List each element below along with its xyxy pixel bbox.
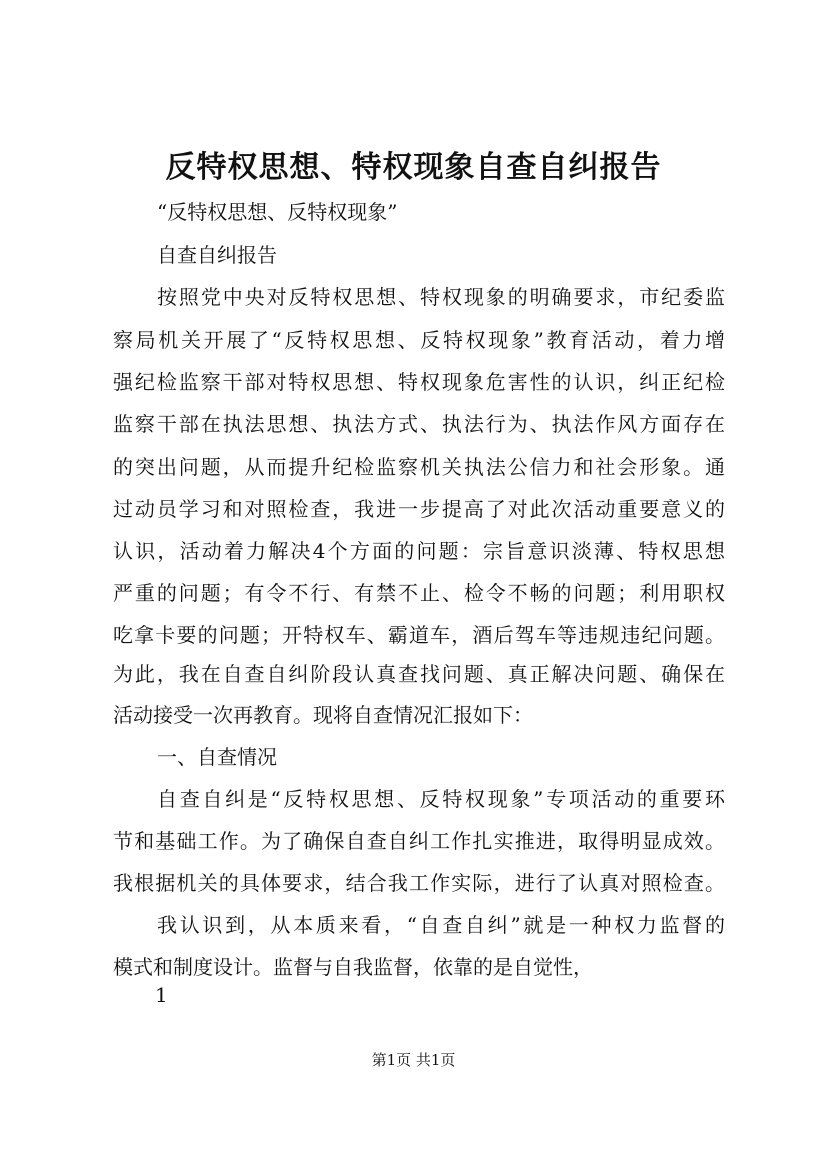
body-line: 吃拿卡要的问题；开特权车、霸道车，酒后驾车等违规违纪问题。	[113, 623, 725, 647]
body-line: 认识，活动着力解决4个方面的问题：宗旨意识淡薄、特权思想	[113, 539, 725, 563]
body-line: 我认识到，从本质来看，“自查自纠”就是一种权力监督的	[157, 913, 725, 937]
body-line: 强纪检监察干部对特权思想、特权现象危害性的认识，纠正纪检	[113, 370, 725, 394]
document-title: 反特权思想、特权现象自查自纠报告	[165, 150, 662, 185]
body-line: 为此，我在自查自纠阶段认真查找问题、真正解决问题、确保在	[113, 662, 725, 686]
body-line: 过动员学习和对照检查，我进一步提高了对此次活动重要意义的	[113, 497, 725, 521]
section-heading: 一、自查情况	[157, 745, 277, 769]
inline-page-number: 1	[155, 983, 168, 1007]
page-footer: 第1页 共1页	[371, 1051, 456, 1069]
body-line: 我根据机关的具体要求，结合我工作实际，进行了认真对照检查。	[113, 871, 725, 895]
body-line: 活动接受一次再教育。现将自查情况汇报如下：	[113, 703, 533, 727]
body-line: 节和基础工作。为了确保自查自纠工作扎实推进，取得明显成效。	[113, 829, 725, 853]
subtitle-line-2: 自查自纠报告	[157, 243, 277, 267]
body-line: 监察干部在执法思想、执法方式、执法行为、执法作风方面存在	[113, 412, 725, 436]
body-line: 的突出问题，从而提升纪检监察机关执法公信力和社会形象。通	[113, 455, 725, 479]
subtitle-line-1: “反特权思想、反特权现象”	[157, 200, 398, 224]
body-line: 严重的问题；有令不行、有禁不止、检令不畅的问题；利用职权	[113, 581, 725, 605]
body-line: 自查自纠是“反特权思想、反特权现象”专项活动的重要环	[157, 787, 725, 811]
body-line: 按照党中央对反特权思想、特权现象的明确要求，市纪委监	[157, 285, 725, 309]
body-line: 模式和制度设计。监督与自我监督，依靠的是自觉性，	[113, 955, 593, 979]
body-line: 察局机关开展了“反特权思想、反特权现象”教育活动，着力增	[113, 328, 725, 352]
